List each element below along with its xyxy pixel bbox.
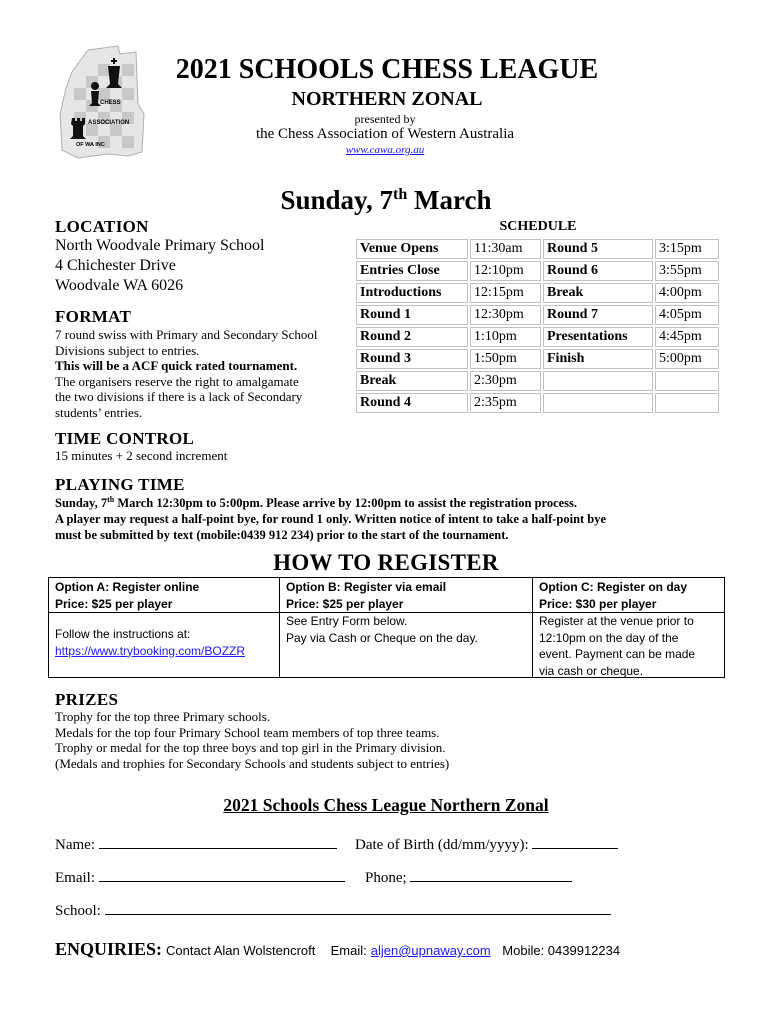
- date-sup: th: [393, 186, 408, 203]
- schedule-event: Round 3: [356, 349, 468, 369]
- enquiries-email-label: Email:: [330, 943, 367, 958]
- schedule-time: 1:10pm: [470, 327, 541, 347]
- prize-line: Trophy or medal for the top three boys and top girl in the Primary division.: [55, 740, 446, 755]
- association-name: the Chess Association of Western Australia: [255, 126, 515, 142]
- schedule-time: 4:00pm: [655, 283, 719, 303]
- location-address: [55, 236, 265, 296]
- schedule-event: Presentations: [543, 327, 653, 347]
- page-title: 2021 SCHOOLS CHESS LEAGUE: [175, 54, 599, 85]
- playing-time-text: [55, 495, 606, 543]
- prize-line: (Medals and trophies for Secondary Schools and students subject to entries): [55, 755, 450, 771]
- schedule-row: [356, 283, 719, 303]
- option-b-title: Option B: Register via email: [286, 580, 447, 594]
- dob-input[interactable]: [532, 837, 618, 849]
- schedule-event: Introductions: [356, 283, 468, 303]
- option-c-price: Price: $30 per player: [539, 596, 657, 611]
- schedule-event: Venue Opens: [356, 239, 468, 259]
- format-line: The organisers reserve the right to amalgamate: [55, 373, 299, 389]
- pt-sup: th: [107, 494, 115, 504]
- schedule-time: 12:10pm: [470, 261, 541, 281]
- name-field: [55, 837, 337, 854]
- website-link[interactable]: www.cawa.org.au: [345, 144, 425, 156]
- email-label: Email:: [55, 870, 95, 886]
- location-line: Woodvale WA 6026: [55, 277, 184, 294]
- schedule-row: [356, 327, 719, 347]
- format-text: [55, 327, 355, 420]
- schedule-event: Round 6: [543, 261, 653, 281]
- schedule-row: [356, 393, 719, 413]
- schedule-row: [356, 305, 719, 325]
- enquiries: [55, 939, 620, 960]
- event-date: [0, 185, 770, 216]
- schedule-time: 2:35pm: [470, 393, 541, 413]
- pt-prefix: Sunday, 7: [55, 496, 108, 510]
- dob-field: [355, 837, 618, 854]
- school-input[interactable]: [105, 903, 611, 915]
- option-b-body: [286, 613, 528, 646]
- register-heading: HOW TO REGISTER: [273, 550, 499, 575]
- option-b-line: Pay via Cash or Cheque on the day.: [286, 630, 478, 645]
- pt-suffix: March 12:30pm to 5:00pm. Please arrive by 12:00pm to assist the registration process.: [114, 496, 578, 510]
- location-line: North Woodvale Primary School: [55, 237, 265, 254]
- option-b-cell: [280, 578, 533, 677]
- option-c-body: [539, 613, 720, 679]
- format-line: 7 round swiss with Primary and Secondary School: [55, 327, 318, 342]
- enquiries-mobile: Mobile: 0439912234: [502, 943, 621, 958]
- schedule-time: 4:05pm: [655, 305, 719, 325]
- schedule-event: Break: [356, 371, 468, 391]
- option-a-price: Price: $25 per player: [55, 596, 173, 611]
- option-a-body: [55, 626, 275, 659]
- schedule-time: [655, 371, 719, 391]
- option-a-cell: [49, 578, 280, 677]
- playing-time-line: A player may request a half-point bye, for round 1 only. Written notice of intent to take a half-point bye: [55, 512, 607, 526]
- prize-line: Medals for the top four Primary School team members of top three teams.: [55, 724, 440, 740]
- phone-label: Phone;: [365, 870, 407, 886]
- enquiries-label: ENQUIRIES:: [55, 939, 163, 959]
- playing-time-line: must be submitted by text (mobile:0439 912 234) prior to the start of the tournament.: [55, 528, 509, 542]
- location-heading: LOCATION: [55, 217, 149, 236]
- time-control-text: 15 minutes + 2 second increment: [55, 448, 228, 463]
- option-a-title: Option A: Register online: [55, 580, 200, 594]
- format-line: students’ entries.: [55, 404, 143, 420]
- option-c-line: Register at the venue prior to: [539, 614, 694, 628]
- playing-time-line: [55, 495, 606, 511]
- time-control-heading: TIME CONTROL: [55, 429, 195, 448]
- logo-text-1: CHESS: [100, 100, 121, 106]
- schedule-time: 4:45pm: [655, 327, 719, 347]
- schedule-event: Finish: [543, 349, 653, 369]
- name-input[interactable]: [99, 837, 337, 849]
- schedule-event: Break: [543, 283, 653, 303]
- dob-label: Date of Birth (dd/mm/yyyy):: [355, 837, 529, 853]
- location-line: 4 Chichester Drive: [55, 257, 176, 274]
- email-input[interactable]: [99, 870, 345, 882]
- schedule-event: Round 2: [356, 327, 468, 347]
- option-c-line: via cash or cheque.: [539, 663, 644, 678]
- enquiries-email-link[interactable]: aljen@upnaway.com: [370, 943, 491, 958]
- schedule-event: [543, 393, 653, 413]
- prize-line: Trophy for the top three Primary schools.: [55, 709, 271, 724]
- schedule-row: [356, 371, 719, 391]
- logo-text-2: ASSOCIATION: [88, 120, 130, 126]
- prizes-list: [55, 709, 449, 771]
- schedule-event: [543, 371, 653, 391]
- school-field: [55, 903, 611, 920]
- playing-time-heading: PLAYING TIME: [55, 475, 185, 494]
- prizes-heading: PRIZES: [55, 690, 119, 709]
- option-c-title: Option C: Register on day: [539, 580, 688, 594]
- schedule-heading: SCHEDULE: [499, 219, 577, 234]
- format-line: the two divisions if there is a lack of Secondary: [55, 389, 303, 404]
- schedule-table: [354, 237, 721, 415]
- entry-form-title: 2021 Schools Chess League Northern Zonal: [223, 795, 549, 815]
- school-label: School:: [55, 903, 101, 919]
- logo-text-3: OF WA INC: [76, 142, 105, 148]
- schedule-event: Round 5: [543, 239, 653, 259]
- schedule-time: 3:55pm: [655, 261, 719, 281]
- option-c-line: event. Payment can be made: [539, 647, 696, 661]
- phone-field: [365, 870, 572, 887]
- schedule-event: Round 7: [543, 305, 653, 325]
- schedule-row: [356, 261, 719, 281]
- presented-by: presented by: [354, 112, 416, 126]
- schedule-event: Round 4: [356, 393, 468, 413]
- format-line-bold: This will be a ACF quick rated tournament.: [55, 358, 298, 373]
- register-options-table: [48, 577, 725, 678]
- enquiries-contact: Contact Alan Wolstencroft: [166, 943, 316, 958]
- option-b-price: Price: $25 per player: [286, 596, 404, 611]
- schedule-time: 12:30pm: [470, 305, 541, 325]
- schedule-time: 11:30am: [470, 239, 541, 259]
- schedule-event: Entries Close: [356, 261, 468, 281]
- date-prefix: Sunday, 7: [280, 185, 394, 215]
- option-c-cell: [533, 578, 724, 677]
- trybooking-link[interactable]: https://www.trybooking.com/BOZZR: [55, 643, 246, 658]
- option-b-line: See Entry Form below.: [286, 614, 408, 628]
- option-c-line: 12:10pm on the day of the: [539, 630, 679, 645]
- format-line: Divisions subject to entries.: [55, 342, 200, 358]
- schedule-time: 3:15pm: [655, 239, 719, 259]
- option-a-instructions: Follow the instructions at:: [55, 627, 191, 641]
- name-label: Name:: [55, 837, 95, 853]
- schedule-time: 12:15pm: [470, 283, 541, 303]
- schedule-row: [356, 349, 719, 369]
- schedule-time: 1:50pm: [470, 349, 541, 369]
- option-divider: [49, 612, 279, 613]
- schedule-time: 2:30pm: [470, 371, 541, 391]
- page-subtitle: NORTHERN ZONAL: [291, 88, 483, 110]
- phone-input[interactable]: [410, 870, 572, 882]
- schedule-row: [356, 239, 719, 259]
- email-field: [55, 870, 345, 887]
- schedule-time: [655, 393, 719, 413]
- date-suffix: March: [407, 185, 492, 215]
- schedule-time: 5:00pm: [655, 349, 719, 369]
- format-heading: FORMAT: [55, 307, 132, 326]
- schedule-event: Round 1: [356, 305, 468, 325]
